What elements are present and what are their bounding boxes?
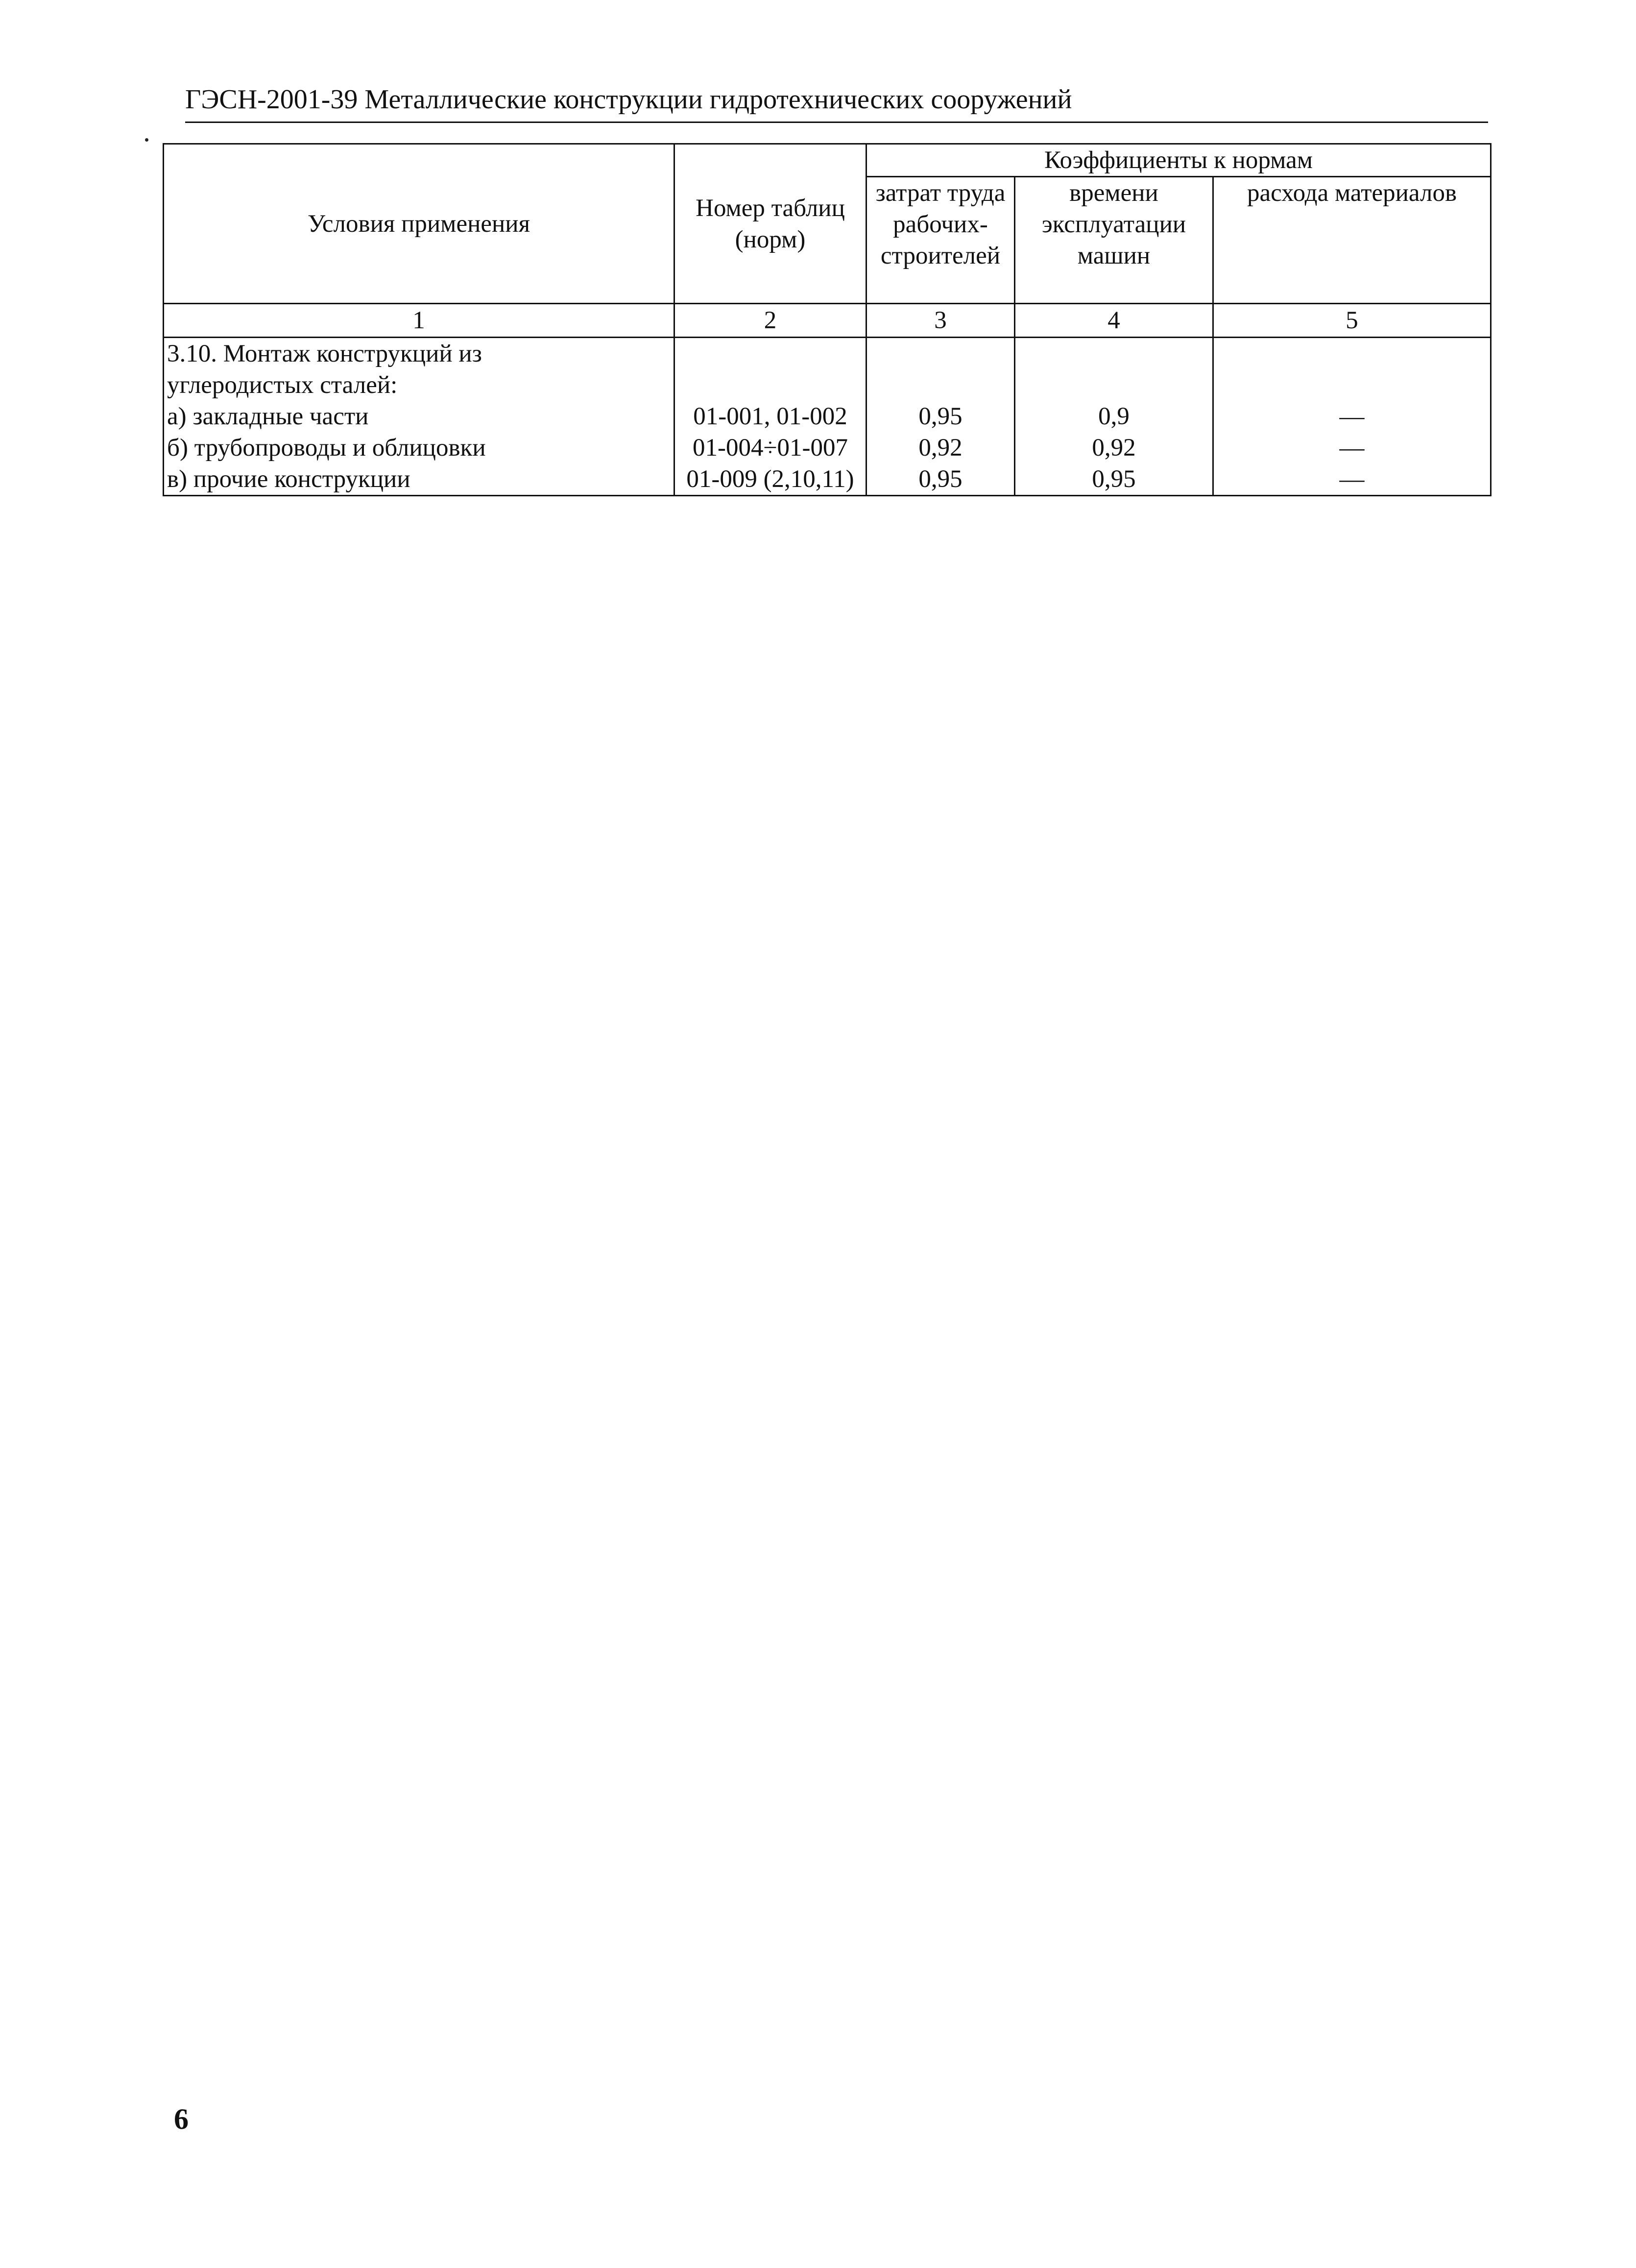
row-tables: 01-001, 01-002 [674, 401, 866, 432]
page-header-title: ГЭСН-2001-39 Металлические конструкции гидротехнических сооружений [185, 84, 1072, 115]
header-conditions: Условия применения [164, 144, 674, 304]
column-number: 4 [1015, 304, 1213, 338]
table-row [164, 401, 1491, 432]
header-labor: затрат труда рабочих-строителей [866, 177, 1015, 304]
row-materials: — [1213, 401, 1491, 432]
section-title-line2: углеродистых сталей: [164, 369, 674, 401]
header-table-number: Номер таблиц (норм) [674, 144, 866, 304]
row-tables: 01-004÷01-007 [674, 432, 866, 463]
row-condition: б) трубопроводы и облицовки [164, 432, 674, 463]
row-machines: 0,95 [1015, 463, 1213, 496]
row-labor: 0,95 [866, 463, 1015, 496]
header-materials: расхода материалов [1213, 177, 1491, 304]
header-machines: времени эксплуатации машин [1015, 177, 1213, 304]
header-rule [185, 122, 1488, 123]
row-materials: — [1213, 463, 1491, 496]
scan-speck [145, 138, 148, 142]
row-labor: 0,95 [866, 401, 1015, 432]
page-number: 6 [174, 2103, 189, 2135]
table-row [164, 432, 1491, 463]
table-row [164, 463, 1491, 496]
section-title-row [164, 369, 1491, 401]
table-header-row [164, 144, 1491, 177]
column-number: 2 [674, 304, 866, 338]
section-title-row [164, 338, 1491, 370]
column-number: 1 [164, 304, 674, 338]
coefficients-table [163, 143, 1492, 496]
column-number: 3 [866, 304, 1015, 338]
row-condition: в) прочие конструкции [164, 463, 674, 496]
row-condition: а) закладные части [164, 401, 674, 432]
row-machines: 0,9 [1015, 401, 1213, 432]
row-materials: — [1213, 432, 1491, 463]
section-title-line1: 3.10. Монтаж конструкций из [164, 338, 674, 370]
row-tables: 01-009 (2,10,11) [674, 463, 866, 496]
column-number: 5 [1213, 304, 1491, 338]
row-machines: 0,92 [1015, 432, 1213, 463]
header-coefficients-group: Коэффициенты к нормам [866, 144, 1491, 177]
row-labor: 0,92 [866, 432, 1015, 463]
column-number-row [164, 304, 1491, 338]
